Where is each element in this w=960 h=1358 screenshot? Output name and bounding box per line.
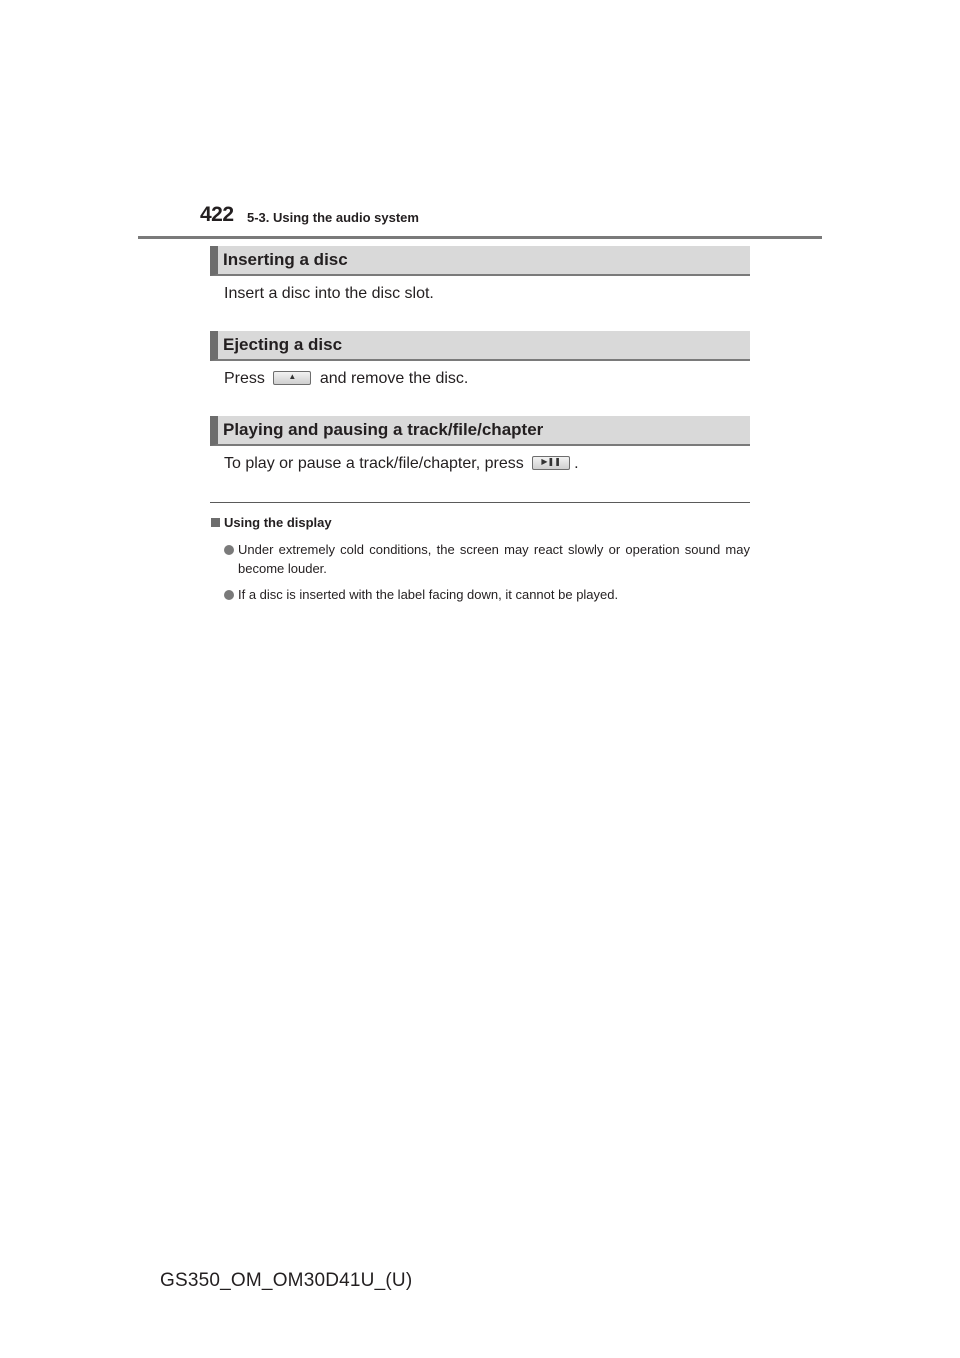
play-pause-icon: ▶❚❚ — [541, 456, 561, 466]
eject-icon: ▲ — [288, 371, 297, 381]
heading-ejecting-disc — [210, 331, 750, 361]
bullet-text: Under extremely cold conditions, the screen may react slowly or operation sound may become louder. — [238, 542, 750, 576]
ejecting-disc-text — [224, 370, 468, 388]
document-code: GS350_OM_OM30D41U_(U) — [160, 1270, 413, 1291]
section-divider — [210, 502, 750, 503]
text-before: Press — [224, 370, 265, 387]
page-number: 422 — [200, 203, 234, 226]
inserting-disc-text: Insert a disc into the disc slot. — [224, 285, 434, 302]
list-item — [224, 540, 750, 578]
text-after: and remove the disc. — [319, 370, 469, 387]
bullet-text: If a disc is inserted with the label facing down, it cannot be played. — [238, 587, 619, 602]
heading-playing-pausing — [210, 416, 750, 446]
text-after: . — [574, 455, 579, 472]
list-item — [224, 585, 750, 604]
heading-text: Ejecting a disc — [223, 335, 343, 354]
note-title — [211, 515, 332, 530]
page-header — [138, 200, 822, 239]
section-label: 5-3. Using the audio system — [247, 210, 419, 225]
heading-text: Inserting a disc — [223, 250, 348, 269]
note-title-text: Using the display — [224, 515, 332, 530]
heading-text: Playing and pausing a track/file/chapter — [223, 420, 544, 439]
play-pause-button — [532, 456, 570, 470]
bullet-dot-icon — [224, 545, 234, 555]
heading-inserting-disc — [210, 246, 750, 276]
square-bullet-icon — [211, 518, 220, 527]
playing-pausing-text — [224, 455, 579, 473]
text-before: To play or pause a track/file/chapter, press — [224, 455, 524, 472]
eject-button — [273, 371, 311, 385]
bullet-dot-icon — [224, 590, 234, 600]
